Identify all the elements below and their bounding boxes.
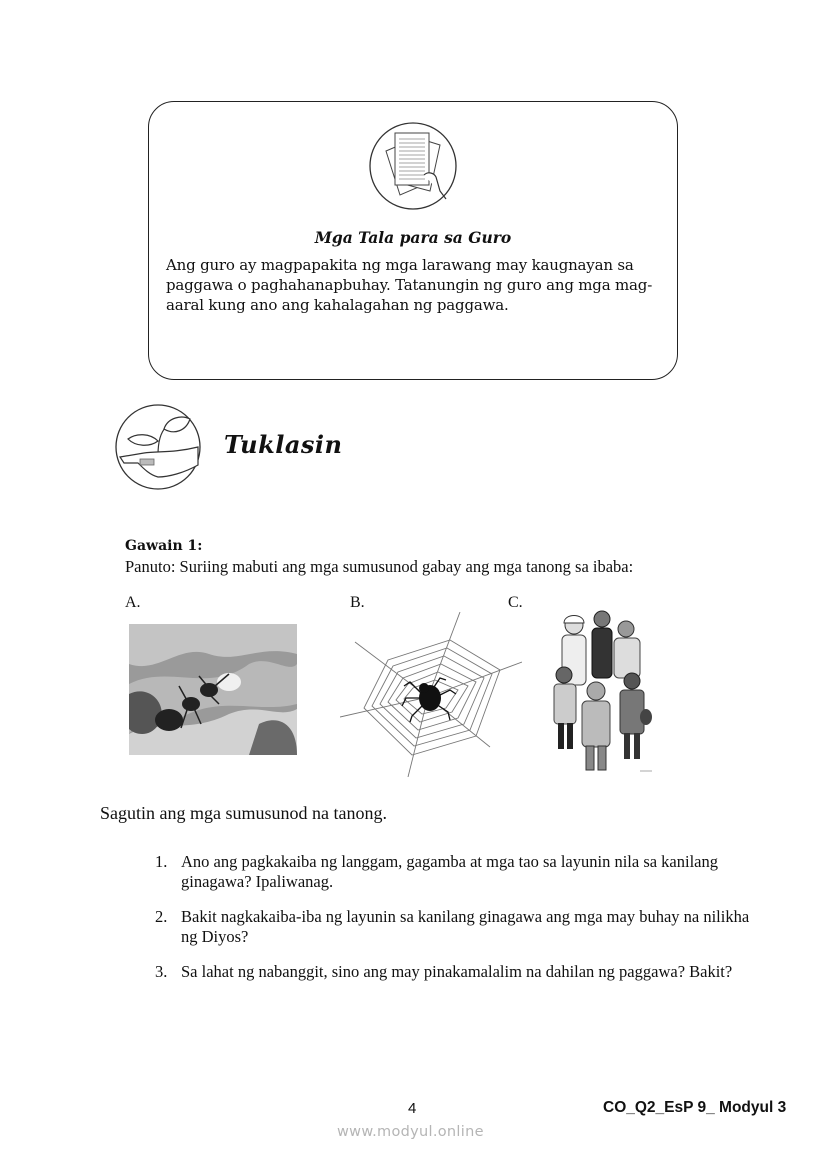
picture-label-b: B.: [350, 594, 365, 611]
spider-web-drawing: [340, 612, 522, 777]
module-code: CO_Q2_EsP 9_ Modyul 3: [603, 1099, 787, 1116]
plant-in-hand-icon: [114, 403, 202, 491]
section-title: Tuklasin: [224, 430, 343, 459]
group-of-workers-drawing: [548, 609, 656, 774]
question-text: Sa lahat ng nabanggit, sino ang may pinakamalalim na dahilan ng paggawa? Bakit?: [181, 962, 733, 981]
picture-label-a: A.: [125, 594, 141, 611]
watermark: www.modyul.online: [337, 1124, 484, 1140]
list-item: [155, 962, 755, 982]
question-text: Ano ang pagkakaiba ng langgam, gagamba at mga tao sa layunin nila sa kanilang ginagawa? Ipaliwanag.: [181, 852, 718, 891]
activity-title: Gawain 1:: [125, 538, 203, 554]
questions-list: [155, 852, 755, 997]
question-number: 1.: [155, 852, 168, 871]
page-number: 4: [408, 1100, 417, 1117]
list-item: [155, 852, 755, 892]
list-item: [155, 907, 755, 947]
teacher-notes-body: Ang guro ay magpapakita ng mga larawang may kaugnayan sa paggawa o paghahanapbuhay. Tatanungin ng guro ang mga mag-aaral kung ano ang kahalagahan ng paggawa.: [166, 256, 653, 314]
question-number: 2.: [155, 907, 168, 926]
question-text: Bakit nagkakaiba-iba ng layunin sa kanilang ginagawa ang mga may buhay na nilikha ng Diyos?: [181, 907, 750, 946]
teacher-notes-title: Mga Tala para sa Guro: [314, 228, 512, 247]
papers-in-hand-icon: [368, 121, 458, 211]
question-number: 3.: [155, 962, 168, 981]
picture-label-c: C.: [508, 594, 523, 611]
questions-intro: Sagutin ang mga sumusunod na tanong.: [100, 803, 387, 823]
activity-instruction: Panuto: Suriing mabuti ang mga sumusunod gabay ang mga tanong sa ibaba:: [125, 557, 634, 576]
ant-photo: [129, 624, 297, 755]
